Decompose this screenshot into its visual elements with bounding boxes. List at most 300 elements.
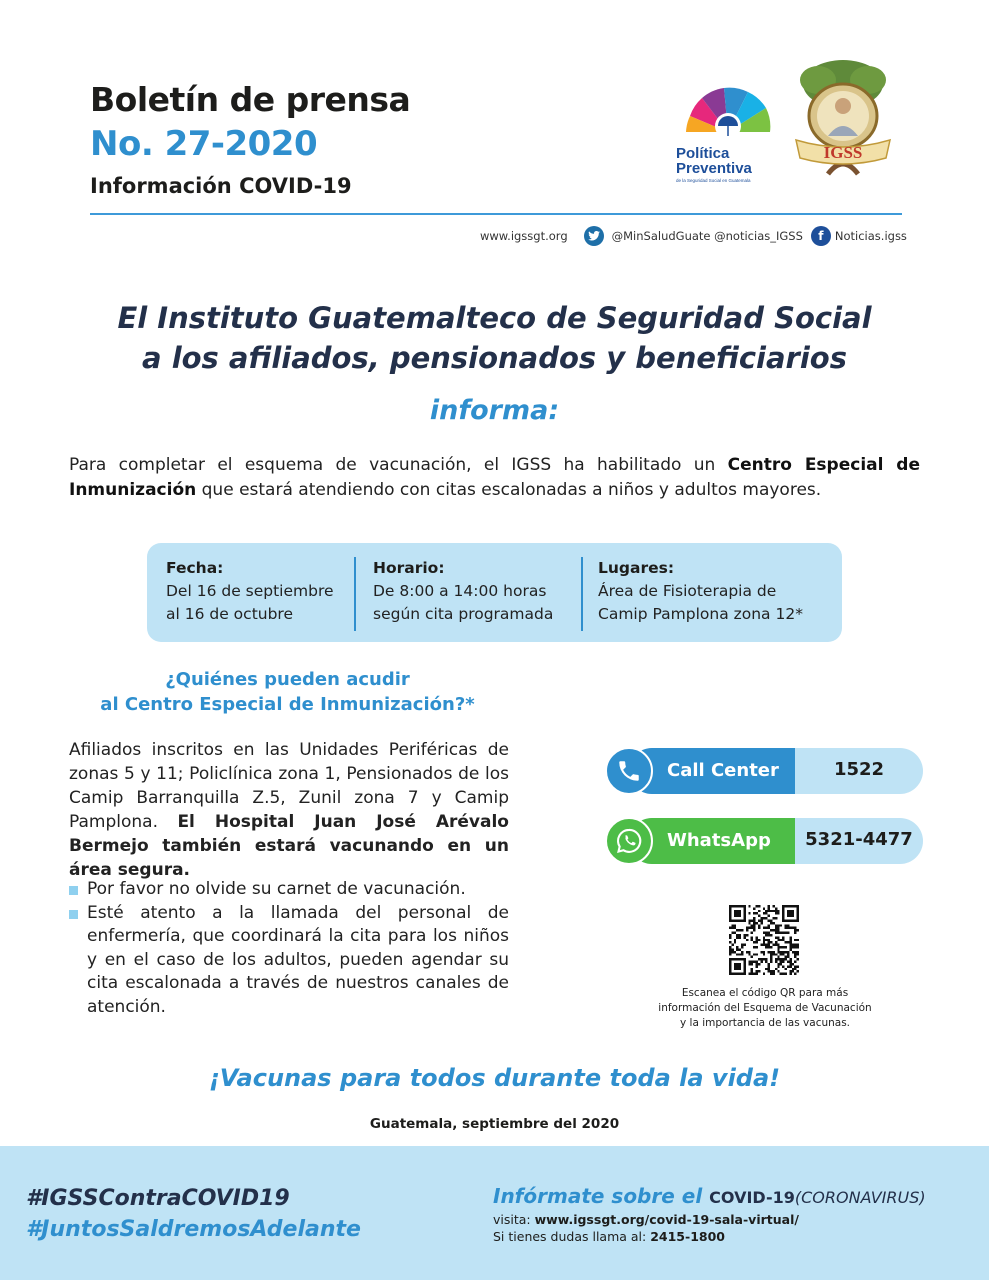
lugares-column	[598, 557, 803, 626]
qr-module	[792, 915, 794, 917]
qr-module	[731, 958, 733, 960]
qr-module	[797, 965, 799, 967]
qr-module	[782, 965, 784, 967]
qr-module	[763, 958, 765, 960]
qr-module	[736, 965, 738, 967]
qr-module	[780, 963, 782, 965]
qr-module	[794, 951, 796, 953]
qr-module	[729, 941, 731, 943]
qr-module	[770, 973, 772, 975]
column-divider	[354, 557, 356, 631]
qr-module	[739, 915, 741, 917]
qr-module	[743, 917, 745, 919]
qr-module	[748, 912, 750, 914]
headline	[60, 298, 929, 378]
qr-module	[731, 951, 733, 953]
qr-module	[763, 912, 765, 914]
qr-module	[797, 912, 799, 914]
qr-module	[777, 924, 779, 926]
qr-module	[785, 941, 787, 943]
qr-module	[756, 946, 758, 948]
qr-module	[797, 905, 799, 907]
qr-module	[775, 953, 777, 955]
qr-module	[782, 919, 784, 921]
hashtag-juntos: #JuntosSaldremosAdelante	[26, 1217, 361, 1242]
qr-module	[736, 968, 738, 970]
qr-module	[782, 917, 784, 919]
qr-module	[729, 961, 731, 963]
qr-module	[772, 944, 774, 946]
qr-module	[772, 922, 774, 924]
whatsapp-pill[interactable]	[605, 818, 923, 864]
qr-module	[736, 934, 738, 936]
call-center-pill[interactable]	[605, 748, 923, 794]
qr-module	[794, 929, 796, 931]
afiliados-paragraph	[69, 738, 509, 882]
qr-module	[739, 936, 741, 938]
qr-module	[763, 973, 765, 975]
qr-module	[756, 905, 758, 907]
call-center-number: 1522	[833, 759, 885, 780]
qr-module	[768, 915, 770, 917]
qr-module	[782, 936, 784, 938]
qr-module	[729, 917, 731, 919]
qr-module	[758, 970, 760, 972]
qr-module	[746, 927, 748, 929]
qr-module	[777, 939, 779, 941]
qr-module	[734, 968, 736, 970]
qr-module	[768, 927, 770, 929]
qr-module	[797, 944, 799, 946]
qr-module	[751, 973, 753, 975]
qr-module	[777, 965, 779, 967]
qr-line3: y la importancia de las vacunas.	[679, 1017, 851, 1029]
qr-module	[785, 932, 787, 934]
qr-module	[751, 970, 753, 972]
qr-module	[739, 965, 741, 967]
qr-module	[770, 956, 772, 958]
qr-module	[794, 927, 796, 929]
qr-module	[794, 944, 796, 946]
qr-module	[741, 953, 743, 955]
qr-module	[775, 927, 777, 929]
headline-line1: El Instituto Guatemalteco de Seguridad Social	[117, 301, 872, 335]
qr-module	[746, 939, 748, 941]
qr-module	[787, 932, 789, 934]
qr-module	[729, 936, 731, 938]
qr-module	[782, 932, 784, 934]
qr-module	[734, 939, 736, 941]
qr-module	[772, 917, 774, 919]
qr-module	[734, 973, 736, 975]
qr-module	[789, 970, 791, 972]
qr-module	[743, 968, 745, 970]
qr-module	[748, 953, 750, 955]
qr-module	[775, 932, 777, 934]
qr-module	[789, 965, 791, 967]
informate-coronavirus: (CORONAVIRUS)	[794, 1188, 926, 1207]
qr-module	[748, 961, 750, 963]
qr-module	[768, 963, 770, 965]
qr-module	[789, 936, 791, 938]
logo-pp-line2: Preventiva	[676, 160, 752, 177]
qr-module	[739, 963, 741, 965]
qr-code[interactable]	[729, 905, 799, 975]
qr-module	[729, 951, 731, 953]
qr-module	[794, 956, 796, 958]
qr-module	[765, 932, 767, 934]
qr-module	[782, 973, 784, 975]
afiliados-bold: El Hospital Juan José Arévalo Bermejo también estará vacunando en un área segura.	[69, 812, 509, 880]
qr-module	[753, 919, 755, 921]
qr-module	[753, 927, 755, 929]
qr-module	[763, 941, 765, 943]
qr-module	[748, 905, 750, 907]
intro-bold: Centro Especial de Inmunización	[69, 455, 921, 500]
qr-module	[743, 961, 745, 963]
qr-module	[729, 907, 731, 909]
qr-module	[729, 919, 731, 921]
qr-module	[734, 915, 736, 917]
bulletin-title: Boletín de prensa	[90, 80, 411, 119]
fecha-label: Fecha:	[166, 559, 224, 577]
qr-module	[739, 953, 741, 955]
qr-module	[780, 924, 782, 926]
logo-pp-line1: Política	[676, 145, 730, 162]
qr-module	[770, 941, 772, 943]
qr-module	[782, 946, 784, 948]
qr-module	[789, 910, 791, 912]
qr-module	[743, 915, 745, 917]
qr-caption	[640, 986, 890, 1031]
qr-module	[768, 944, 770, 946]
qr-module	[748, 919, 750, 921]
qr-module	[741, 919, 743, 921]
qr-line1: Escanea el código QR para más	[681, 987, 849, 999]
qr-module	[782, 912, 784, 914]
list-item: Por favor no olvide su carnet de vacunación.	[69, 878, 509, 902]
visit-url[interactable]: www.igssgt.org/covid-19-sala-virtual/	[534, 1212, 799, 1227]
qr-module	[743, 958, 745, 960]
qr-module	[731, 973, 733, 975]
qr-module	[775, 929, 777, 931]
qr-module	[739, 929, 741, 931]
qr-module	[785, 924, 787, 926]
qr-module	[787, 965, 789, 967]
qr-module	[794, 939, 796, 941]
qr-line2: información del Esquema de Vacunación	[658, 1002, 872, 1014]
qr-module	[763, 951, 765, 953]
qr-module	[794, 919, 796, 921]
qr-module	[753, 941, 755, 943]
qr-module	[739, 910, 741, 912]
qr-module	[789, 963, 791, 965]
qr-module	[797, 946, 799, 948]
qr-module	[765, 910, 767, 912]
qr-module	[789, 973, 791, 975]
qr-module	[731, 924, 733, 926]
schedule-box	[147, 543, 842, 642]
qr-module	[782, 910, 784, 912]
qr-module	[789, 939, 791, 941]
qr-module	[787, 905, 789, 907]
qr-module	[782, 961, 784, 963]
qr-module	[760, 961, 762, 963]
qr-module	[765, 946, 767, 948]
slogan: ¡Vacunas para todos durante toda la vida!	[208, 1064, 781, 1092]
qr-module	[731, 927, 733, 929]
qr-module	[794, 905, 796, 907]
qr-module	[794, 973, 796, 975]
qr-module	[763, 939, 765, 941]
qr-module	[751, 939, 753, 941]
qr-module	[768, 968, 770, 970]
qr-module	[736, 936, 738, 938]
qr-module	[729, 927, 731, 929]
bulletin-subtitle: Información COVID-19	[90, 174, 352, 198]
qr-module	[768, 907, 770, 909]
qr-module	[782, 951, 784, 953]
horario-column	[373, 557, 553, 626]
reminder-list	[69, 878, 509, 1019]
qr-module	[756, 973, 758, 975]
qr-module	[739, 912, 741, 914]
qr-module	[792, 968, 794, 970]
qr-module	[756, 970, 758, 972]
qr-module	[787, 951, 789, 953]
qr-module	[760, 944, 762, 946]
qr-module	[758, 919, 760, 921]
qr-module	[748, 963, 750, 965]
qr-module	[777, 958, 779, 960]
qr-module	[797, 915, 799, 917]
qr-module	[787, 919, 789, 921]
bulletin-number: No. 27-2020	[90, 124, 318, 164]
qr-module	[756, 953, 758, 955]
qr-module	[772, 910, 774, 912]
headline-line2: a los afiliados, pensionados y beneficiarios	[142, 341, 847, 375]
qr-module	[753, 961, 755, 963]
qr-module	[780, 932, 782, 934]
qr-module	[739, 973, 741, 975]
qr-module	[736, 946, 738, 948]
quienes-heading	[60, 667, 515, 717]
qr-module	[792, 963, 794, 965]
qr-module	[763, 936, 765, 938]
call-number[interactable]: 2415-1800	[650, 1229, 725, 1244]
qr-module	[785, 919, 787, 921]
qr-module	[734, 910, 736, 912]
qr-module	[753, 907, 755, 909]
qr-module	[729, 934, 731, 936]
qr-module	[780, 953, 782, 955]
qr-module	[734, 958, 736, 960]
qr-module	[739, 948, 741, 950]
qr-module	[797, 910, 799, 912]
website-link[interactable]: www.igssgt.org	[480, 229, 568, 243]
qr-module	[736, 963, 738, 965]
twitter-icon	[584, 226, 604, 246]
qr-module	[743, 905, 745, 907]
qr-module	[729, 970, 731, 972]
qr-module	[729, 905, 731, 907]
whatsapp-icon	[605, 817, 653, 865]
qr-module	[756, 963, 758, 965]
qr-module	[753, 912, 755, 914]
qr-module	[775, 941, 777, 943]
qr-module	[789, 919, 791, 921]
qr-module	[797, 958, 799, 960]
horario-line2: según cita programada	[373, 605, 554, 623]
qr-module	[782, 915, 784, 917]
qr-module	[734, 927, 736, 929]
qr-module	[731, 919, 733, 921]
qr-module	[731, 944, 733, 946]
qr-module	[768, 905, 770, 907]
qr-module	[753, 973, 755, 975]
qr-module	[743, 944, 745, 946]
qr-module	[789, 944, 791, 946]
qr-module	[785, 956, 787, 958]
qr-module	[770, 946, 772, 948]
qr-module	[751, 932, 753, 934]
qr-module	[753, 946, 755, 948]
qr-module	[777, 963, 779, 965]
intro-part2: que estará atendiendo con citas escalonadas a niños y adultos mayores.	[196, 480, 822, 500]
qr-module	[736, 948, 738, 950]
qr-module	[768, 910, 770, 912]
qr-module	[775, 917, 777, 919]
qr-module	[794, 932, 796, 934]
qr-module	[792, 910, 794, 912]
qr-module	[758, 958, 760, 960]
qr-module	[765, 968, 767, 970]
informate-a: Infórmate sobre el	[493, 1184, 710, 1208]
qr-module	[785, 905, 787, 907]
qr-module	[792, 912, 794, 914]
horario-line1: De 8:00 a 14:00 horas	[373, 582, 547, 600]
qr-module	[729, 965, 731, 967]
qr-module	[777, 929, 779, 931]
qr-module	[789, 948, 791, 950]
qr-module	[797, 907, 799, 909]
qr-module	[787, 961, 789, 963]
qr-module	[772, 905, 774, 907]
qr-module	[756, 936, 758, 938]
qr-module	[768, 941, 770, 943]
qr-module	[792, 946, 794, 948]
qr-module	[741, 946, 743, 948]
intro-paragraph	[69, 453, 920, 503]
qr-module	[734, 951, 736, 953]
qr-module	[741, 944, 743, 946]
qr-module	[789, 946, 791, 948]
qr-module	[765, 958, 767, 960]
qr-module	[734, 965, 736, 967]
qr-module	[782, 953, 784, 955]
qr-module	[777, 948, 779, 950]
qr-module	[768, 919, 770, 921]
qr-module	[787, 927, 789, 929]
qr-module	[775, 968, 777, 970]
qr-module	[782, 907, 784, 909]
qr-module	[731, 905, 733, 907]
quienes-line1: ¿Quiénes pueden acudir	[165, 669, 410, 690]
qr-module	[729, 948, 731, 950]
footer-visit	[493, 1212, 799, 1227]
call-center-label: Call Center	[667, 760, 779, 781]
qr-module	[743, 919, 745, 921]
qr-module	[763, 927, 765, 929]
qr-module	[770, 922, 772, 924]
qr-module	[765, 912, 767, 914]
qr-module	[763, 953, 765, 955]
qr-module	[736, 910, 738, 912]
qr-module	[768, 924, 770, 926]
informate-covid: COVID-19	[709, 1188, 795, 1207]
qr-module	[792, 944, 794, 946]
logo-pp-line3: de la Seguridad Social en Guatemala	[676, 178, 751, 183]
qr-module	[758, 963, 760, 965]
qr-module	[756, 961, 758, 963]
qr-module	[743, 910, 745, 912]
qr-module	[758, 927, 760, 929]
informate-title	[493, 1184, 926, 1208]
qr-module	[794, 968, 796, 970]
qr-module	[780, 951, 782, 953]
qr-module	[775, 944, 777, 946]
qr-module	[751, 927, 753, 929]
qr-module	[734, 905, 736, 907]
qr-module	[734, 941, 736, 943]
facebook-icon: f	[811, 226, 831, 246]
qr-module	[729, 973, 731, 975]
facebook-link[interactable]: Noticias.igss	[834, 229, 907, 243]
qr-module	[770, 910, 772, 912]
qr-module	[787, 953, 789, 955]
afiliados-text: Afiliados inscritos en las Unidades Periféricas de zonas 5 y 11; Policlínica zona 1, Pensionados de los Camip Barranquilla Z.5, Zunil zona 7 y Camip Pamplona.	[69, 740, 509, 832]
place-date: Guatemala, septiembre del 2020	[369, 1116, 620, 1132]
qr-module	[772, 929, 774, 931]
qr-module	[770, 934, 772, 936]
lugares-line2: Camip Pamplona zona 12*	[598, 605, 803, 623]
qr-module	[768, 965, 770, 967]
qr-module	[782, 958, 784, 960]
qr-module	[765, 961, 767, 963]
qr-module	[751, 961, 753, 963]
qr-module	[765, 917, 767, 919]
qr-module	[736, 953, 738, 955]
qr-module	[743, 973, 745, 975]
qr-module	[743, 934, 745, 936]
qr-module	[789, 905, 791, 907]
twitter-handles[interactable]: @MinSaludGuate @noticias_IGSS	[611, 229, 803, 243]
lugares-line1: Área de Fisioterapia de	[598, 582, 777, 600]
qr-module	[777, 970, 779, 972]
qr-module	[789, 912, 791, 914]
qr-module	[741, 951, 743, 953]
qr-module	[777, 946, 779, 948]
qr-module	[787, 924, 789, 926]
qr-module	[760, 958, 762, 960]
qr-module	[792, 970, 794, 972]
qr-module	[753, 922, 755, 924]
qr-module	[731, 948, 733, 950]
qr-module	[797, 919, 799, 921]
qr-module	[753, 917, 755, 919]
qr-module	[751, 936, 753, 938]
qr-module	[751, 963, 753, 965]
